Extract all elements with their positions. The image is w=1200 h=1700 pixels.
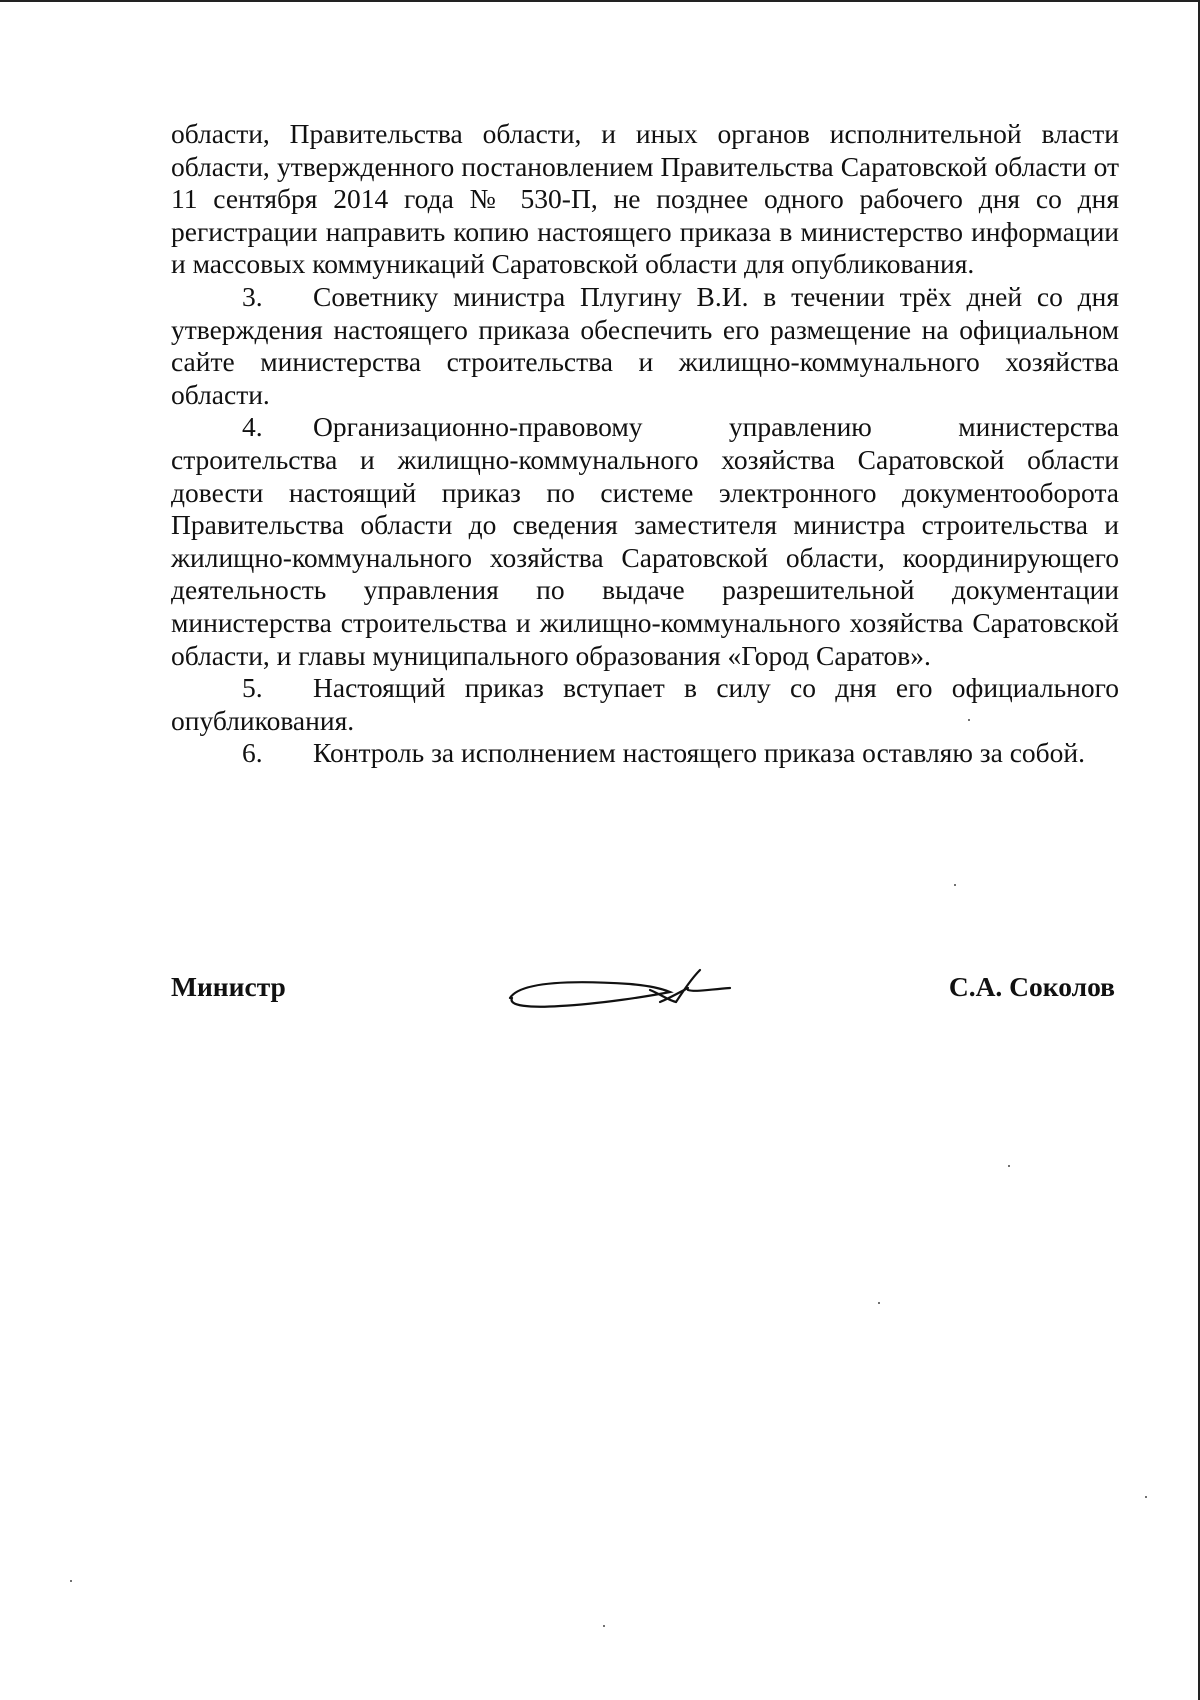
paragraph-item-6 [171,737,1119,770]
scan-speck [70,1580,72,1582]
scan-speck [1008,1165,1010,1167]
paragraph-number: 5. [242,672,263,704]
paragraph-text: Настоящий приказ вступает в силу со дня его официального опубликования. [171,672,1119,736]
paragraph-item-5 [171,672,1119,737]
document-body [171,118,1119,770]
signatory-title: Министр [171,971,286,1002]
signatory-name: С.А. Соколов [948,971,1115,1002]
paragraph-text: Организационно-правовому управлению министерства строительства и жилищно-коммунального хозяйства Саратовской области довести настоящий приказ по системе электронного документооборота Правительства области до сведения заместителя министра строительства и жилищно-коммунального хозяйства Саратовской области, координирующего деятельность управления по выдаче разрешительной документации министерства строительства и жилищно-коммунального хозяйства Саратовской области, и главы муниципального образования «Город Саратов». [171,411,1119,671]
scan-speck [954,884,956,886]
scan-speck [878,1302,880,1304]
paragraph-text: Контроль за исполнением настоящего приказа оставляю за собой. [313,737,1085,769]
scan-speck [603,1625,605,1627]
paragraph-text: области, Правительства области, и иных органов исполнительной власти области, утвержденного постановлением Правительства Саратовской области от 11 сентября 2014 года № 530-П, не позднее одного рабочего дня со дня регистрации направить копию настоящего приказа в министерство информации и массовых коммуникаций Саратовской области для опубликования. [171,118,1119,280]
handwritten-signature [500,960,740,1020]
paragraph-item-4 [171,411,1119,672]
paragraph-number: 6. [242,737,263,769]
scan-speck [1145,1496,1147,1498]
scan-border-top [0,0,1200,2]
paragraph-continuation [171,118,1119,281]
paragraph-text: Советнику министра Плугину В.И. в течении трёх дней со дня утверждения настоящего приказа обеспечить его размещение на официальном сайте министерства строительства и жилищно-коммунального хозяйства области. [171,280,1119,410]
paragraph-item-3 [171,281,1119,411]
scan-speck [968,719,970,721]
paragraph-number: 3. [242,280,263,312]
paragraph-number: 4. [242,411,263,443]
